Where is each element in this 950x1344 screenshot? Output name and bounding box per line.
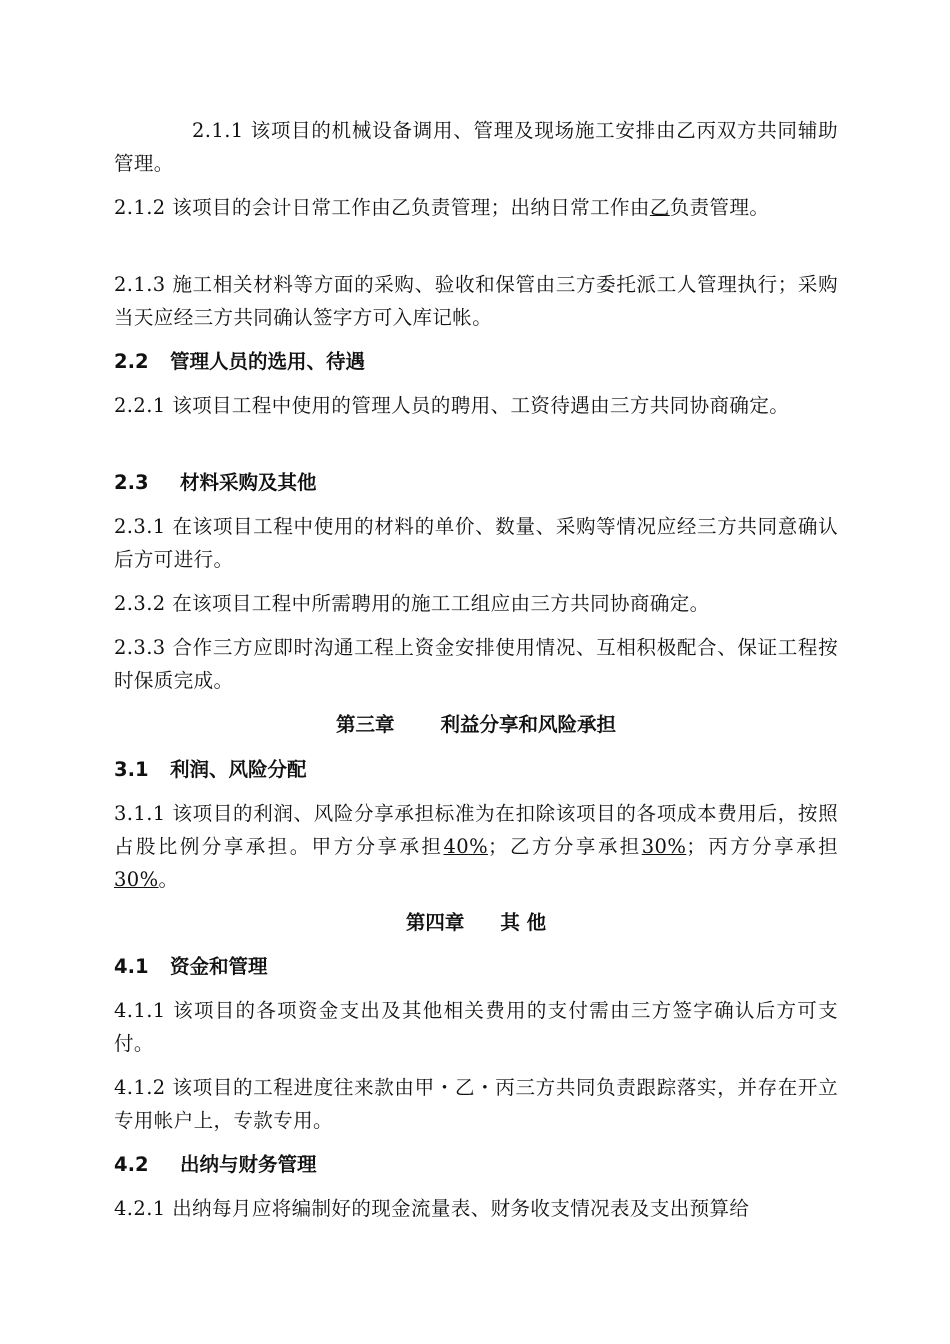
- paragraph-4-1-1: [114, 994, 838, 1060]
- paragraph-2-1-1: [114, 114, 838, 180]
- chapter-heading-3: [114, 708, 838, 741]
- underlined-party: 乙: [649, 196, 670, 219]
- share-party-b: 30%: [641, 835, 687, 858]
- clause-text: 该项目的各项资金支出及其他相关费用的支付需由三方签字确认后方可支付。: [114, 999, 838, 1055]
- chapter-label: 第四章: [405, 911, 465, 934]
- chapter-label: 第三章: [335, 713, 395, 736]
- paragraph-2-3-3: [114, 631, 838, 697]
- section-title: 管理人员的选用、待遇: [170, 350, 366, 373]
- section-number: 2.2: [114, 350, 149, 373]
- section-title: 利润、风险分配: [170, 758, 307, 781]
- section-number: 4.2: [114, 1153, 149, 1176]
- clause-text: 该项目工程中使用的管理人员的聘用、工资待遇由三方共同协商确定。: [172, 394, 790, 417]
- clause-number: 2.1.2: [114, 196, 166, 219]
- paragraph-2-3-1: [114, 510, 838, 576]
- paragraph-4-1-2: [114, 1071, 838, 1137]
- clause-text-tail: 负责管理。: [669, 196, 770, 219]
- clause-number: 2.1.3: [114, 273, 166, 296]
- clause-number: 2.3.3: [114, 636, 166, 659]
- section-title: 出纳与财务管理: [180, 1153, 317, 1176]
- clause-text: 该项目的利润、风险分享承担标准为在扣除该项目的各项成本费用后，按照占股比例分享承担。甲方分享承担: [114, 802, 838, 858]
- clause-number: 2.1.1: [192, 119, 244, 142]
- section-heading-2-3: [114, 466, 838, 499]
- section-heading-3-1: [114, 753, 838, 786]
- section-heading-4-1: [114, 950, 838, 983]
- chapter-title: 其 他: [500, 911, 547, 934]
- clause-number: 2.3.1: [114, 515, 166, 538]
- section-title: 材料采购及其他: [180, 471, 317, 494]
- clause-number: 4.2.1: [114, 1197, 166, 1220]
- clause-text: 该项目的机械设备调用、管理及现场施工安排由乙丙双方共同辅助管理。: [114, 119, 838, 175]
- paragraph-2-1-3: [114, 268, 838, 334]
- clause-number: 3.1.1: [114, 802, 166, 825]
- clause-text: 。: [158, 868, 179, 891]
- paragraph-3-1-1: [114, 797, 838, 896]
- chapter-heading-4: [114, 906, 838, 939]
- chapter-title: 利益分享和风险承担: [440, 713, 617, 736]
- section-number: 4.1: [114, 955, 149, 978]
- share-party-a: 40%: [443, 835, 488, 858]
- clause-number: 2.2.1: [114, 394, 166, 417]
- paragraph-2-3-2: [114, 587, 838, 620]
- clause-text: ；乙方分享承担: [488, 835, 642, 858]
- section-heading-2-2: [114, 345, 838, 378]
- clause-text: 该项目的工程进度往来款由甲・乙・丙三方共同负责跟踪落实，并存在开立专用帐户上，专款专用。: [114, 1076, 838, 1132]
- clause-number: 4.1.2: [114, 1076, 166, 1099]
- clause-text: 合作三方应即时沟通工程上资金安排使用情况、互相积极配合、保证工程按时保质完成。: [114, 636, 838, 692]
- clause-text: 出纳每月应将编制好的现金流量表、财务收支情况表及支出预算给: [172, 1197, 750, 1220]
- clause-text: 在该项目工程中所需聘用的施工工组应由三方共同协商确定。: [172, 592, 710, 615]
- clause-number: 4.1.1: [114, 999, 166, 1022]
- clause-text: 在该项目工程中使用的材料的单价、数量、采购等情况应经三方共同意确认后方可进行。: [114, 515, 838, 571]
- section-number: 2.3: [114, 471, 149, 494]
- section-title: 资金和管理: [170, 955, 268, 978]
- clause-text: ；丙方分享承担: [686, 835, 838, 858]
- clause-number: 2.3.2: [114, 592, 166, 615]
- paragraph-2-2-1: [114, 389, 838, 422]
- clause-text: 施工相关材料等方面的采购、验收和保管由三方委托派工人管理执行；采购当天应经三方共同确认签字方可入库记帐。: [114, 273, 838, 329]
- share-party-c: 30%: [114, 868, 159, 891]
- paragraph-4-2-1: [114, 1192, 838, 1225]
- section-number: 3.1: [114, 758, 149, 781]
- section-heading-4-2: [114, 1148, 838, 1181]
- clause-text: 该项目的会计日常工作由乙负责管理；出纳日常工作由: [172, 196, 650, 219]
- paragraph-2-1-2: [114, 191, 838, 224]
